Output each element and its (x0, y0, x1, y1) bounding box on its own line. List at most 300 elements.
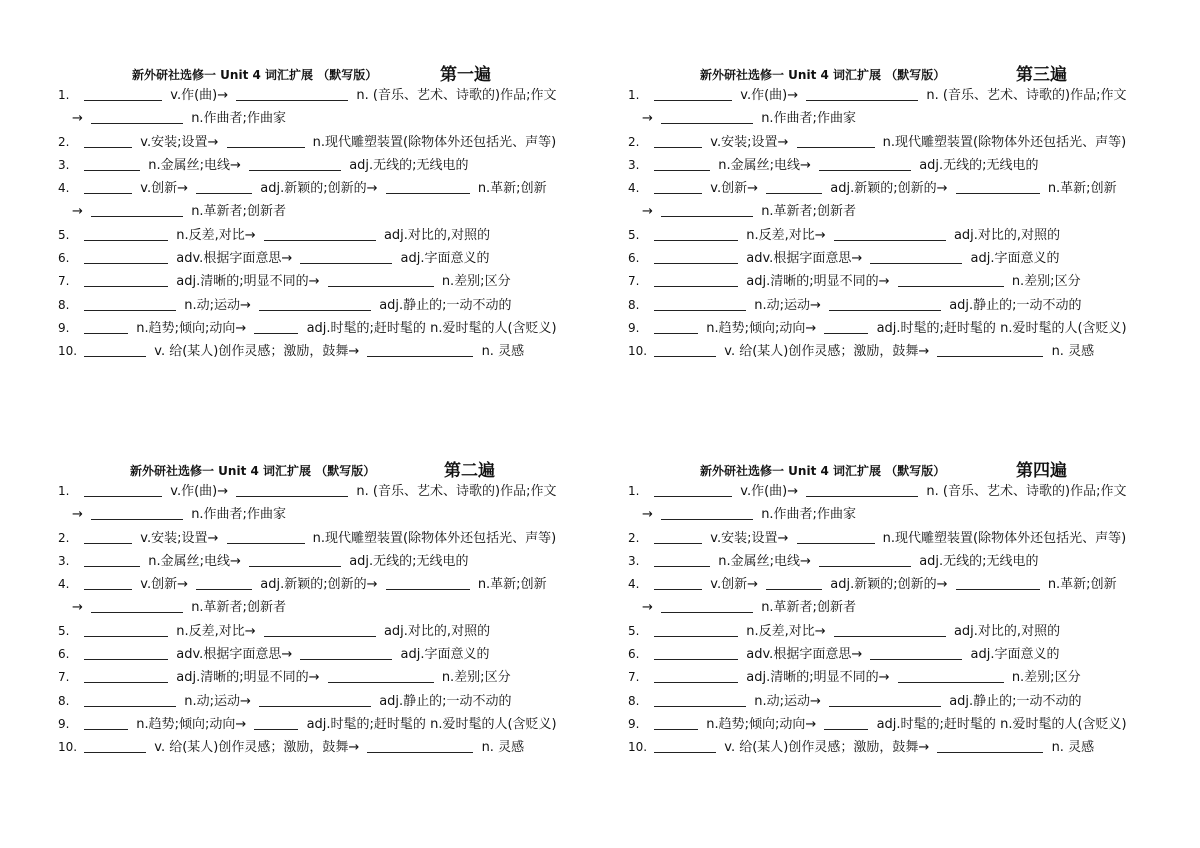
item-text: n.爱时髦的人(含贬义) (1000, 716, 1127, 732)
item-4-continued (628, 596, 1148, 619)
answer-blank[interactable] (300, 249, 392, 264)
answer-blank[interactable] (956, 575, 1040, 590)
item-7 (628, 666, 1148, 689)
item-text: v.作(曲)→ (170, 484, 229, 499)
item-number: 9. (58, 320, 70, 335)
worksheet-title: 新外研社选修一 Unit 4 词汇扩展 （默写版） (700, 464, 946, 478)
item-3 (628, 550, 1148, 573)
answer-blank[interactable] (91, 109, 183, 124)
item-text: adj.无线的;无线电的 (919, 157, 1039, 173)
item-number: 4. (58, 181, 70, 196)
worksheet-title: 新外研社选修一 Unit 4 词汇扩展 （默写版） (132, 68, 378, 82)
item-number: 5. (58, 227, 70, 242)
item-text: n.动;运动→ (754, 297, 821, 313)
item-number: 3. (58, 553, 70, 568)
item-text: v. 给(某人)创作灵感；激励，鼓舞→ (724, 740, 930, 756)
answer-blank[interactable] (84, 319, 128, 334)
item-text: adj.无线的;无线电的 (349, 157, 469, 173)
item-5 (58, 620, 578, 643)
item-number: 2. (58, 134, 70, 149)
answer-blank[interactable] (654, 226, 738, 241)
item-8 (628, 690, 1148, 713)
answer-blank[interactable] (654, 342, 716, 357)
answer-blank[interactable] (956, 179, 1040, 194)
item-number: 7. (58, 274, 70, 289)
item-9 (628, 713, 1148, 736)
item-8 (628, 294, 1148, 317)
item-text: n. (音乐、艺术、诗歌的)作品;作文 (926, 88, 1127, 103)
item-1 (58, 84, 578, 107)
item-number: 9. (58, 716, 70, 731)
item-text: n.金属丝;电线→ (148, 553, 241, 569)
item-number: 1. (628, 484, 640, 498)
item-4 (58, 573, 578, 596)
answer-blank[interactable] (328, 272, 434, 287)
answer-blank[interactable] (766, 179, 822, 194)
answer-blank[interactable] (654, 552, 710, 567)
item-text: n.反差,对比→ (176, 227, 256, 243)
item-9 (628, 317, 1148, 340)
answer-blank[interactable] (84, 226, 168, 241)
item-4-continued (58, 200, 578, 223)
answer-blank[interactable] (806, 482, 918, 497)
answer-blank[interactable] (249, 156, 341, 171)
item-text: adj.清晰的;明显不同的→ (176, 274, 320, 290)
answer-blank[interactable] (819, 552, 911, 567)
item-text: adj.对比的,对照的 (383, 623, 491, 639)
item-text: v.安装;设置→ (140, 530, 219, 546)
item-number: 1. (628, 88, 640, 102)
answer-blank[interactable] (254, 319, 298, 334)
item-2 (628, 131, 1148, 154)
item-text: adj.时髦的;赶时髦的 (306, 320, 426, 336)
item-text: n.反差,对比→ (746, 227, 826, 243)
answer-blank[interactable] (300, 645, 392, 660)
item-text: n. 灵感 (481, 740, 525, 756)
item-number: 2. (628, 530, 640, 545)
item-text: adj.新颖的;创新的→ (830, 577, 948, 593)
answer-blank[interactable] (661, 505, 753, 520)
item-number: 10. (628, 740, 648, 755)
item-text: n.革新者;创新者 (191, 600, 286, 616)
item-text: adv.根据字面意思→ (746, 647, 863, 663)
answer-blank[interactable] (236, 86, 348, 101)
item-8 (58, 690, 578, 713)
answer-blank[interactable] (937, 342, 1043, 357)
item-6 (58, 247, 578, 270)
item-text: n.动;运动→ (184, 693, 251, 709)
answer-blank[interactable] (766, 575, 822, 590)
item-8 (58, 294, 578, 317)
item-text: n.现代雕塑装置(除物体外还包括光、声等) (312, 134, 557, 150)
item-number: 9. (628, 716, 640, 731)
item-text: n.革新;创新 (1047, 181, 1117, 197)
item-text: n. 灵感 (1051, 344, 1095, 360)
item-text: → (642, 204, 653, 220)
answer-blank[interactable] (367, 342, 473, 357)
item-text: adj.静止的;一动不动的 (949, 297, 1082, 313)
item-text: adj.清晰的;明显不同的→ (176, 670, 320, 686)
item-number: 6. (58, 251, 70, 266)
item-text: n.现代雕塑装置(除物体外还包括光、声等) (882, 530, 1127, 546)
item-text: n.差别;区分 (1011, 274, 1081, 290)
item-text: n.革新;创新 (1047, 577, 1117, 593)
item-number: 7. (58, 670, 70, 685)
answer-blank[interactable] (806, 86, 918, 101)
answer-blank[interactable] (829, 296, 941, 311)
item-text: adv.根据字面意思→ (746, 251, 863, 267)
item-text: n.革新者;创新者 (761, 204, 856, 220)
item-text: adj.字面意义的 (970, 251, 1060, 267)
answer-blank[interactable] (661, 598, 753, 613)
item-1 (628, 84, 1148, 107)
answer-blank[interactable] (654, 133, 702, 148)
worksheet-title-row (58, 454, 578, 480)
item-text: n.金属丝;电线→ (148, 157, 241, 173)
answer-blank[interactable] (654, 645, 738, 660)
item-text: adj.时髦的;赶时髦的 (876, 320, 996, 336)
item-text: v.安装;设置→ (710, 530, 789, 546)
answer-blank[interactable] (264, 622, 376, 637)
item-text: n.革新;创新 (477, 181, 547, 197)
answer-blank[interactable] (661, 202, 753, 217)
answer-blank[interactable] (937, 738, 1043, 753)
item-text: n.革新者;创新者 (191, 204, 286, 220)
item-number: 1. (58, 88, 70, 102)
item-number: 2. (58, 530, 70, 545)
item-number: 5. (628, 623, 640, 638)
item-text: n.趋势;倾向;动向→ (706, 320, 817, 336)
item-2 (58, 527, 578, 550)
answer-blank[interactable] (654, 668, 738, 683)
item-9 (58, 713, 578, 736)
item-10 (58, 340, 578, 363)
item-3 (58, 550, 578, 573)
answer-blank[interactable] (367, 738, 473, 753)
item-text: n.动;运动→ (754, 693, 821, 709)
item-7 (58, 270, 578, 293)
item-number: 4. (628, 181, 640, 196)
item-text: n.差别;区分 (441, 670, 511, 686)
item-text: adj.字面意义的 (400, 647, 490, 663)
item-1-continued (628, 503, 1148, 526)
item-text: → (642, 111, 653, 127)
item-text: v.作(曲)→ (170, 88, 229, 103)
answer-blank[interactable] (84, 738, 146, 753)
worksheet-round-2 (58, 454, 578, 760)
item-text: n.金属丝;电线→ (718, 157, 811, 173)
item-4 (58, 177, 578, 200)
answer-blank[interactable] (654, 296, 746, 311)
answer-blank[interactable] (84, 86, 162, 101)
item-4 (628, 573, 1148, 596)
answer-blank[interactable] (196, 179, 252, 194)
item-text: adj.静止的;一动不动的 (379, 297, 512, 313)
item-text: n.作曲者;作曲家 (761, 507, 856, 523)
answer-blank[interactable] (84, 272, 168, 287)
answer-blank[interactable] (829, 692, 941, 707)
round-label: 第二遍 (444, 461, 495, 481)
item-text: n. 灵感 (481, 344, 525, 360)
item-text: n.爱时髦的人(含贬义) (1000, 320, 1127, 336)
item-1 (58, 480, 578, 503)
answer-blank[interactable] (654, 156, 710, 171)
answer-blank[interactable] (898, 272, 1004, 287)
item-text: n.趋势;倾向;动向→ (706, 716, 817, 732)
item-text: n.反差,对比→ (176, 623, 256, 639)
answer-blank[interactable] (386, 575, 470, 590)
answer-blank[interactable] (236, 482, 348, 497)
item-text: v.创新→ (710, 181, 758, 197)
item-text: v. 给(某人)创作灵感；激励，鼓舞→ (724, 344, 930, 360)
item-number: 8. (58, 297, 70, 312)
item-1-continued (58, 503, 578, 526)
answer-blank[interactable] (227, 529, 305, 544)
worksheet-title: 新外研社选修一 Unit 4 词汇扩展 （默写版） (700, 68, 946, 82)
answer-blank[interactable] (84, 645, 168, 660)
answer-blank[interactable] (91, 598, 183, 613)
answer-blank[interactable] (797, 529, 875, 544)
item-text: adj.无线的;无线电的 (919, 553, 1039, 569)
item-number: 9. (628, 320, 640, 335)
answer-blank[interactable] (654, 319, 698, 334)
item-5 (58, 224, 578, 247)
item-text: v. 给(某人)创作灵感；激励，鼓舞→ (154, 344, 360, 360)
item-text: adj.新颖的;创新的→ (830, 181, 948, 197)
item-text: v.安装;设置→ (710, 134, 789, 150)
item-text: n.现代雕塑装置(除物体外还包括光、声等) (882, 134, 1127, 150)
answer-blank[interactable] (870, 249, 962, 264)
item-number: 8. (58, 693, 70, 708)
item-text: n.差别;区分 (441, 274, 511, 290)
answer-blank[interactable] (654, 622, 738, 637)
item-text: adv.根据字面意思→ (176, 251, 293, 267)
item-text: n.趋势;倾向;动向→ (136, 716, 247, 732)
item-6 (628, 643, 1148, 666)
item-text: n.现代雕塑装置(除物体外还包括光、声等) (312, 530, 557, 546)
item-number: 6. (628, 647, 640, 662)
answer-blank[interactable] (84, 156, 140, 171)
round-label: 第四遍 (1016, 461, 1067, 481)
item-text: v.创新→ (140, 577, 188, 593)
answer-blank[interactable] (824, 715, 868, 730)
answer-blank[interactable] (834, 226, 946, 241)
item-4-continued (628, 200, 1148, 223)
item-text: → (72, 111, 83, 127)
worksheet-title-row (628, 58, 1148, 84)
answer-blank[interactable] (654, 575, 702, 590)
item-text: n.动;运动→ (184, 297, 251, 313)
item-2 (58, 131, 578, 154)
answer-blank[interactable] (84, 342, 146, 357)
answer-blank[interactable] (797, 133, 875, 148)
item-text: adj.新颖的;创新的→ (260, 181, 378, 197)
answer-blank[interactable] (654, 738, 716, 753)
round-label: 第三遍 (1016, 65, 1067, 85)
answer-blank[interactable] (654, 529, 702, 544)
answer-blank[interactable] (84, 715, 128, 730)
answer-blank[interactable] (661, 109, 753, 124)
answer-blank[interactable] (84, 296, 176, 311)
answer-blank[interactable] (898, 668, 1004, 683)
item-number: 4. (58, 577, 70, 592)
item-5 (628, 620, 1148, 643)
item-text: n.作曲者;作曲家 (191, 111, 286, 127)
answer-blank[interactable] (91, 202, 183, 217)
item-text: v.安装;设置→ (140, 134, 219, 150)
item-number: 8. (628, 693, 640, 708)
item-text: n. (音乐、艺术、诗歌的)作品;作文 (356, 88, 557, 103)
answer-blank[interactable] (84, 482, 162, 497)
answer-blank[interactable] (254, 715, 298, 730)
item-text: n.反差,对比→ (746, 623, 826, 639)
item-text: v.创新→ (710, 577, 758, 593)
item-text: adj.字面意义的 (400, 251, 490, 267)
answer-blank[interactable] (84, 249, 168, 264)
item-text: → (642, 600, 653, 616)
item-text: adj.清晰的;明显不同的→ (746, 274, 890, 290)
answer-blank[interactable] (84, 179, 132, 194)
item-text: n.金属丝;电线→ (718, 553, 811, 569)
answer-blank[interactable] (328, 668, 434, 683)
item-7 (58, 666, 578, 689)
item-text: v.创新→ (140, 181, 188, 197)
item-10 (628, 736, 1148, 759)
item-text: n.革新者;创新者 (761, 600, 856, 616)
item-text: adj.对比的,对照的 (383, 227, 491, 243)
item-4 (628, 177, 1148, 200)
item-3 (58, 154, 578, 177)
answer-blank[interactable] (654, 692, 746, 707)
worksheet-round-4 (628, 454, 1148, 760)
item-number: 10. (628, 344, 648, 359)
item-text: adj.清晰的;明显不同的→ (746, 670, 890, 686)
item-9 (58, 317, 578, 340)
answer-blank[interactable] (84, 529, 132, 544)
round-label: 第一遍 (440, 65, 491, 85)
answer-blank[interactable] (84, 622, 168, 637)
item-text: n. (音乐、艺术、诗歌的)作品;作文 (926, 484, 1127, 499)
item-4-continued (58, 596, 578, 619)
answer-blank[interactable] (654, 86, 732, 101)
item-text: → (642, 507, 653, 523)
answer-blank[interactable] (654, 482, 732, 497)
item-number: 1. (58, 484, 70, 498)
item-text: n.爱时髦的人(含贬义) (430, 320, 557, 336)
worksheet-title-row (58, 58, 578, 84)
worksheet-title-row (628, 454, 1148, 480)
item-text: v. 给(某人)创作灵感；激励，鼓舞→ (154, 740, 360, 756)
item-2 (628, 527, 1148, 550)
item-text: v.作(曲)→ (740, 88, 799, 103)
item-text: n.作曲者;作曲家 (191, 507, 286, 523)
answer-blank[interactable] (264, 226, 376, 241)
item-text: adv.根据字面意思→ (176, 647, 293, 663)
item-text: n. 灵感 (1051, 740, 1095, 756)
worksheet-title: 新外研社选修一 Unit 4 词汇扩展 （默写版） (130, 464, 376, 478)
item-number: 10. (58, 344, 78, 359)
item-1-continued (58, 107, 578, 130)
item-text: adj.静止的;一动不动的 (379, 693, 512, 709)
answer-blank[interactable] (870, 645, 962, 660)
item-text: n.趋势;倾向;动向→ (136, 320, 247, 336)
item-6 (58, 643, 578, 666)
item-number: 6. (628, 251, 640, 266)
answer-blank[interactable] (84, 575, 132, 590)
item-number: 7. (628, 274, 640, 289)
item-text: adj.时髦的;赶时髦的 (876, 716, 996, 732)
item-number: 3. (628, 157, 640, 172)
item-text: n.差别;区分 (1011, 670, 1081, 686)
item-text: n.革新;创新 (477, 577, 547, 593)
worksheet-round-1 (58, 58, 578, 364)
answer-blank[interactable] (84, 133, 132, 148)
answer-blank[interactable] (834, 622, 946, 637)
answer-blank[interactable] (227, 133, 305, 148)
item-number: 5. (58, 623, 70, 638)
item-text: adj.新颖的;创新的→ (260, 577, 378, 593)
answer-blank[interactable] (654, 715, 698, 730)
item-number: 4. (628, 577, 640, 592)
item-10 (58, 736, 578, 759)
item-number: 3. (58, 157, 70, 172)
item-1 (628, 480, 1148, 503)
item-text: adj.对比的,对照的 (953, 623, 1061, 639)
item-7 (628, 270, 1148, 293)
answer-blank[interactable] (84, 552, 140, 567)
answer-blank[interactable] (386, 179, 470, 194)
answer-blank[interactable] (654, 272, 738, 287)
item-number: 5. (628, 227, 640, 242)
answer-blank[interactable] (84, 692, 176, 707)
worksheet-round-3 (628, 58, 1148, 364)
item-number: 6. (58, 647, 70, 662)
answer-blank[interactable] (824, 319, 868, 334)
item-text: n.爱时髦的人(含贬义) (430, 716, 557, 732)
answer-blank[interactable] (91, 505, 183, 520)
item-10 (628, 340, 1148, 363)
item-text: adj.字面意义的 (970, 647, 1060, 663)
item-number: 7. (628, 670, 640, 685)
answer-blank[interactable] (654, 249, 738, 264)
item-text: → (72, 600, 83, 616)
item-number: 3. (628, 553, 640, 568)
item-text: adj.对比的,对照的 (953, 227, 1061, 243)
item-6 (628, 247, 1148, 270)
item-1-continued (628, 107, 1148, 130)
item-text: n. (音乐、艺术、诗歌的)作品;作文 (356, 484, 557, 499)
item-number: 10. (58, 740, 78, 755)
item-text: n.作曲者;作曲家 (761, 111, 856, 127)
item-text: v.作(曲)→ (740, 484, 799, 499)
item-text: → (72, 507, 83, 523)
item-text: adj.无线的;无线电的 (349, 553, 469, 569)
answer-blank[interactable] (259, 692, 371, 707)
answer-blank[interactable] (249, 552, 341, 567)
item-3 (628, 154, 1148, 177)
answer-blank[interactable] (196, 575, 252, 590)
item-text: adj.时髦的;赶时髦的 (306, 716, 426, 732)
item-number: 2. (628, 134, 640, 149)
answer-blank[interactable] (84, 668, 168, 683)
answer-blank[interactable] (259, 296, 371, 311)
item-text: adj.静止的;一动不动的 (949, 693, 1082, 709)
answer-blank[interactable] (819, 156, 911, 171)
item-5 (628, 224, 1148, 247)
item-number: 8. (628, 297, 640, 312)
item-text: → (72, 204, 83, 220)
answer-blank[interactable] (654, 179, 702, 194)
